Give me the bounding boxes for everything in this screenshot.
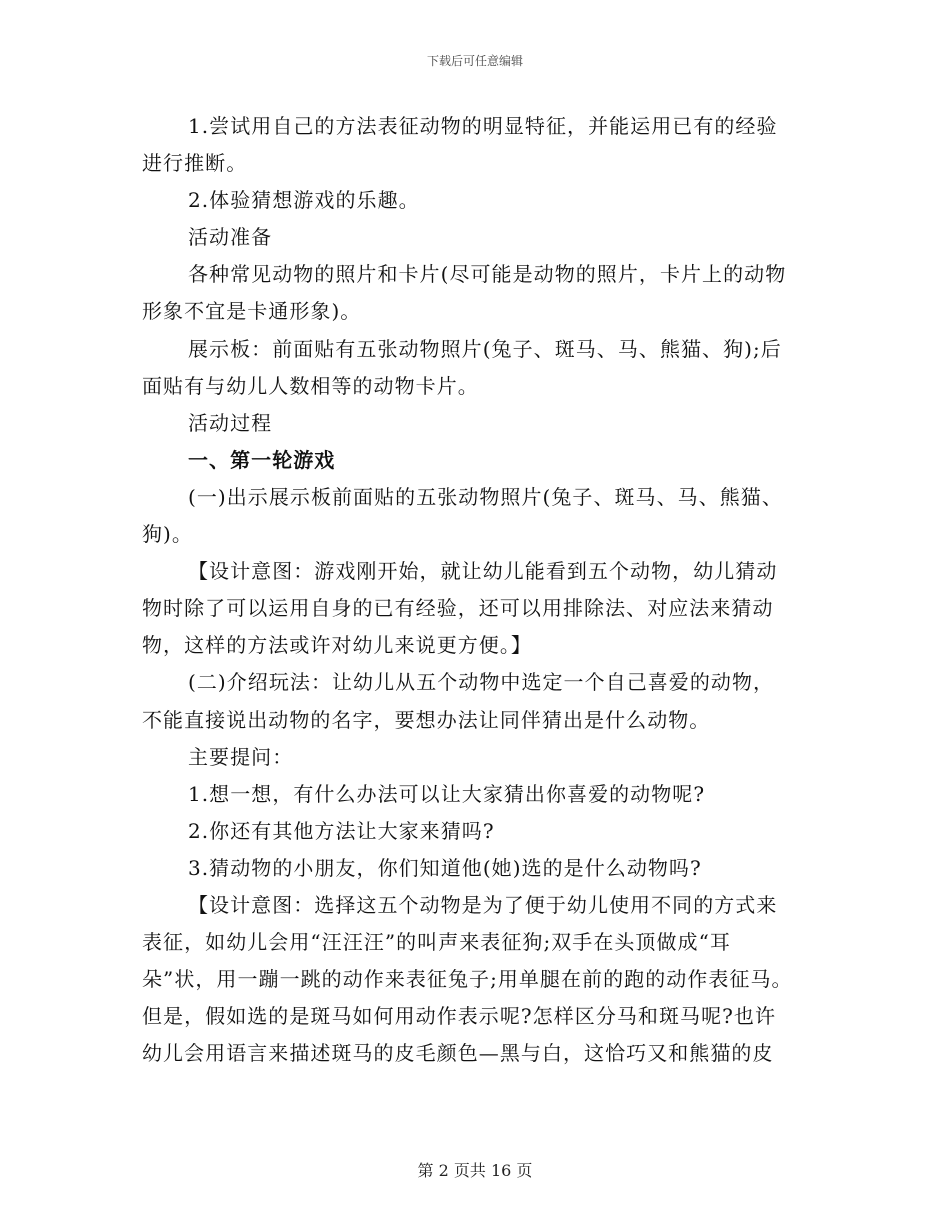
- paragraph-line: (一)出示展示板前面贴的五张动物照片(兔子、斑马、马、熊猫、: [188, 484, 783, 509]
- paragraph-line: 1.尝试用自己的方法表征动物的明显特征，并能运用已有的经验: [188, 114, 778, 138]
- paragraph-line: 幼儿会用语言来描述斑马的皮毛颜色—黑与白，这恰巧又和熊猫的皮: [142, 1041, 774, 1066]
- paragraph-line: 【设计意图：游戏刚开始，就让幼儿能看到五个动物，幼儿猜动: [188, 559, 778, 584]
- paragraph-line: 进行推断。: [142, 151, 248, 176]
- page-footer: 第 2 页共 16 页: [417, 1161, 533, 1180]
- paragraph-line: 各种常见动物的照片和卡片(尽可能是动物的照片，卡片上的动物: [188, 262, 787, 287]
- paragraph-line: 2.体验猜想游戏的乐趣。: [188, 188, 420, 213]
- paragraph-line: 面贴有与幼儿人数相等的动物卡片。: [142, 373, 479, 398]
- section-heading: 一、第一轮游戏: [188, 447, 336, 472]
- paragraph-line: 2.你还有其他方法让大家来猜吗?: [188, 818, 495, 843]
- document-body: [142, 108, 812, 1072]
- paragraph-line: 展示板：前面贴有五张动物照片(兔子、斑马、马、熊猫、狗);后: [188, 336, 782, 361]
- paragraph-line: 3.猜动物的小朋友，你们知道他(她)选的是什么动物吗?: [188, 855, 702, 880]
- paragraph-line: 【设计意图：选择这五个动物是为了便于幼儿使用不同的方式来: [188, 892, 778, 917]
- paragraph-line: 但是，假如选的是斑马如何用动作表示呢?怎样区分马和斑马呢?也许: [142, 1004, 776, 1029]
- paragraph-line: 狗)。: [142, 522, 193, 547]
- paragraph-line: 物时除了可以运用自身的已有经验，还可以用排除法、对应法来猜动: [142, 596, 774, 621]
- paragraph-line: 物，这样的方法或许对幼儿来说更方便。】: [142, 633, 532, 658]
- paragraph-line: 1.想一想，有什么办法可以让大家猜出你喜爱的动物呢?: [188, 781, 706, 806]
- paragraph-line: 形象不宜是卡通形象)。: [142, 299, 362, 324]
- page-header: 下载后可任意编辑: [426, 54, 523, 68]
- paragraph-line: 朵”状，用一蹦一跳的动作来表征兔子;用单腿在前的跑的动作表征马。: [142, 967, 793, 992]
- paragraph-line: 活动准备: [188, 225, 273, 250]
- paragraph-line: 活动过程: [188, 410, 273, 435]
- paragraph-line: 主要提问：: [188, 744, 294, 769]
- paragraph-line: 不能直接说出动物的名字，要想办法让同伴猜出是什么动物。: [142, 707, 711, 732]
- paragraph-line: 表征，如幼儿会用“汪汪汪”的叫声来表征狗;双手在头顶做成“耳: [142, 930, 731, 955]
- paragraph-line: (二)介绍玩法：让幼儿从五个动物中选定一个自己喜爱的动物，: [188, 670, 775, 695]
